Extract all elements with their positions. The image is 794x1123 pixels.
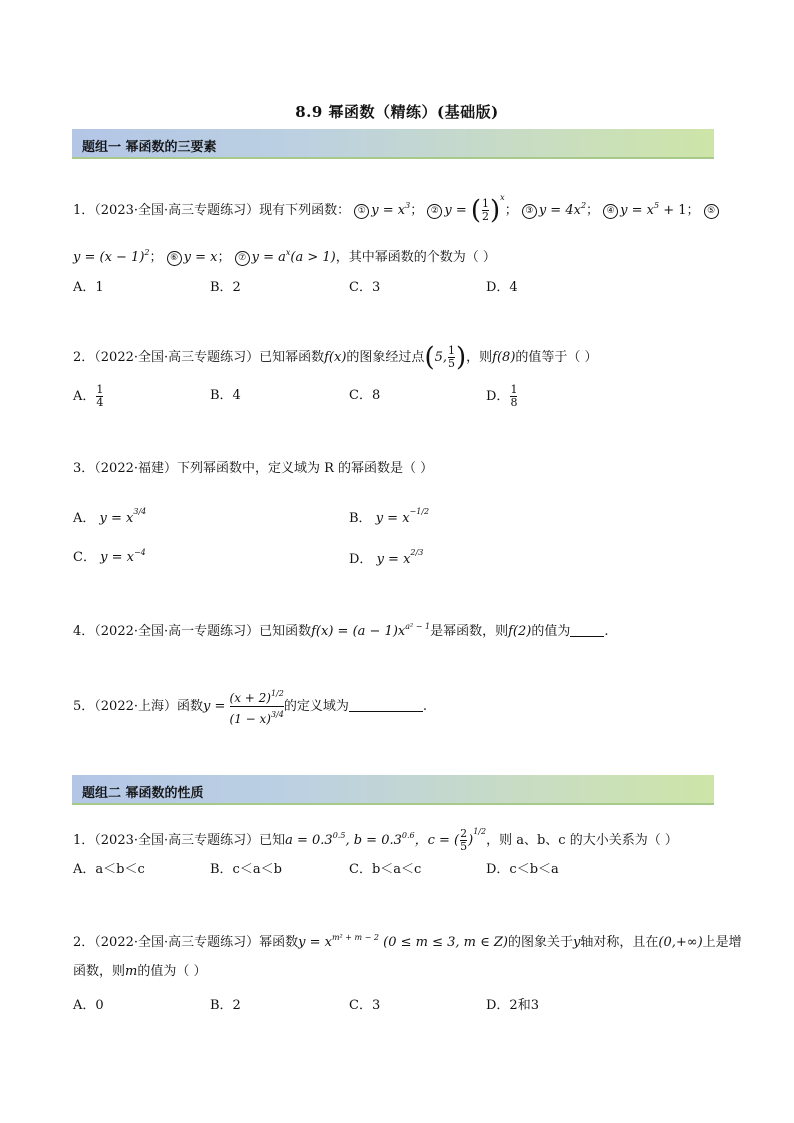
- question-stem: 的定义域为: [283, 699, 349, 714]
- formula: m: [125, 964, 138, 979]
- exponent: 5: [654, 201, 660, 210]
- fraction: $\frac{1}{2}$: [482, 197, 490, 223]
- option-b[interactable]: B．2: [210, 998, 241, 1013]
- section-label: 题组一 幂函数的三要素: [82, 140, 217, 155]
- formula: , b = 0.3: [345, 833, 402, 848]
- option-b[interactable]: B．c＜a＜b: [210, 862, 282, 877]
- question-stem: 1．（2023·全国·高三专题练习）已知: [73, 833, 286, 848]
- fraction: $\frac{(x + 2)^{1/2}}{(1 - x)^{3/4}}$: [229, 689, 284, 726]
- circled-number: ③: [522, 204, 537, 219]
- option-a[interactable]: A．0: [73, 998, 104, 1013]
- question-stem: 是幂函数，则: [430, 624, 509, 639]
- question-1: 1．（2023·全国·高三专题练习）现有下列函数： ① $y = x^3$； ② y = ( $\frac{1}{2}$ )$^x$； ③ $y = 4x^2$； ④ $y = x^5 + 1$； ⑤: [73, 188, 721, 223]
- fraction: $\frac{2}{5}$: [460, 827, 468, 853]
- circled-number: ①: [354, 204, 369, 219]
- question-stem: ，则 a、b、c 的大小关系为（ ）: [486, 833, 678, 848]
- formula: + 1: [659, 203, 687, 218]
- exponent: 2: [580, 201, 587, 210]
- exponent: 0.5: [332, 831, 346, 840]
- question-stem: ，其中幂函数的个数为（ ）: [335, 250, 496, 265]
- option-c[interactable]: C．b＜a＜c: [349, 862, 422, 877]
- formula: f(x): [324, 350, 347, 365]
- option-a[interactable]: A．1: [73, 280, 104, 295]
- exponent: a² − 1: [405, 622, 431, 631]
- question-stem: 5．（2022·上海）函数: [73, 699, 203, 714]
- option-d[interactable]: D． $\frac{1}{8}$: [486, 383, 518, 409]
- question-stem: 的值为: [531, 624, 571, 639]
- question-2: 2．（2022·全国·高三专题练习）已知幂函数f(x)的图象经过点(5, $\frac{1}{5}$ )，则f(8)的值等于（ ）: [73, 342, 598, 373]
- formula: f(8): [492, 350, 516, 365]
- option-c[interactable]: C．8: [349, 388, 381, 403]
- exponent: 0.6: [401, 831, 415, 840]
- option-b[interactable]: B． $y = x^{-1/2}$: [349, 507, 430, 526]
- formula: y = 4x: [538, 203, 581, 218]
- formula: (0,+∞): [658, 935, 703, 950]
- fraction: $\frac{1}{5}$: [448, 344, 455, 370]
- option-c[interactable]: C．3: [349, 280, 381, 295]
- section-header-1: [72, 129, 714, 159]
- exponent: 1/2: [473, 827, 487, 836]
- formula: y = a: [251, 250, 286, 265]
- formula: (0 ≤ m ≤ 3, m ∈ Z): [383, 935, 508, 950]
- question-stem: 2．（2022·全国·高三专题练习）幂函数: [73, 935, 299, 950]
- question-7: [73, 928, 742, 953]
- question-stem: 1．（2023·全国·高三专题练习）现有下列函数：: [73, 203, 351, 218]
- option-a[interactable]: A． $y = x^{3/4}$: [73, 507, 147, 526]
- question-stem: 的值为（ ）: [137, 964, 207, 979]
- question-4: 4．（2022·全国·高一专题练习）已知函数$f(x) = (a - 1)x^{a^2 - 1}$是幂函数，则f(2)的值为 .: [73, 622, 609, 639]
- formula: y =: [444, 203, 471, 218]
- question-stem: 2．（2022·全国·高三专题练习）已知幂函数: [73, 350, 325, 365]
- page-title: 8.9 幂函数（精练）(基础版): [295, 103, 499, 121]
- formula: y = x: [371, 203, 406, 218]
- option-c[interactable]: C． $y = x^{-4}$: [73, 548, 146, 565]
- option-a[interactable]: A． $\frac{1}{4}$: [73, 383, 104, 409]
- answer-blank[interactable]: [349, 697, 423, 712]
- option-b[interactable]: B．2: [210, 280, 241, 295]
- question-stem: ，则: [466, 350, 493, 365]
- question-5: 5．（2022·上海）函数y = $\frac{(x + 2)^{1/2}}{(1 - x)^{3/4}}$ 的定义域为 .: [73, 686, 427, 727]
- formula: y: [573, 935, 581, 950]
- formula: y = x: [298, 935, 332, 950]
- formula: f(x) = (a − 1)x: [311, 624, 406, 639]
- formula: y = x: [183, 250, 218, 265]
- option-c[interactable]: C．3: [349, 998, 381, 1013]
- exponent: 2: [144, 248, 150, 257]
- exponent: x: [285, 248, 291, 257]
- circled-number: ⑤: [704, 204, 719, 219]
- section-label: 题组二 幂函数的性质: [82, 786, 204, 801]
- formula: ): [468, 833, 474, 848]
- option-a[interactable]: A．a＜b＜c: [73, 862, 145, 877]
- formula: ，c = (: [414, 833, 460, 848]
- question-3: 3．（2022·福建）下列幂函数中，定义域为 R 的幂函数是（ ）: [73, 461, 434, 476]
- formula: 5,: [434, 350, 447, 365]
- option-d[interactable]: D．2和3: [486, 998, 539, 1013]
- section-header-2: [72, 775, 714, 805]
- question-stem: 上是增: [702, 935, 742, 950]
- formula: (a > 1): [290, 250, 336, 265]
- question-7-line-2: [73, 962, 206, 982]
- question-stem: 的值等于（ ）: [515, 350, 598, 365]
- formula: y = x: [620, 203, 655, 218]
- circled-number: ⑦: [235, 251, 250, 266]
- circled-number: ⑥: [167, 251, 182, 266]
- question-stem: 函数，则: [73, 964, 126, 979]
- question-stem: 4．（2022·全国·高一专题练习）已知函数: [73, 624, 312, 639]
- option-b[interactable]: B．4: [210, 388, 241, 403]
- exponent: 3: [405, 201, 411, 210]
- circled-number: ②: [427, 204, 442, 219]
- question-6: [73, 822, 678, 853]
- formula: f(2): [508, 624, 532, 639]
- question-1-line-2: $y = (x - 1)^2$； ⑥ y = x； ⑦ $y = a^x(a > 1)$，其中幂函数的个数为（ ）: [73, 248, 496, 265]
- exponent: m² + m − 2: [331, 933, 380, 942]
- formula: y =: [203, 699, 226, 714]
- formula: y = (x − 1): [73, 250, 145, 265]
- question-stem: 的图象关于: [508, 935, 574, 950]
- circled-number: ④: [603, 204, 618, 219]
- option-d[interactable]: D．4: [486, 280, 518, 295]
- answer-blank[interactable]: [570, 622, 604, 637]
- exponent: x: [500, 193, 505, 202]
- formula: a = 0.3: [285, 833, 333, 848]
- question-stem: 轴对称，且在: [580, 935, 659, 950]
- option-d[interactable]: D．c＜b＜a: [486, 862, 559, 877]
- option-d[interactable]: D． $y = x^{2/3}$: [349, 548, 424, 567]
- question-stem: 的图象经过点: [346, 350, 425, 365]
